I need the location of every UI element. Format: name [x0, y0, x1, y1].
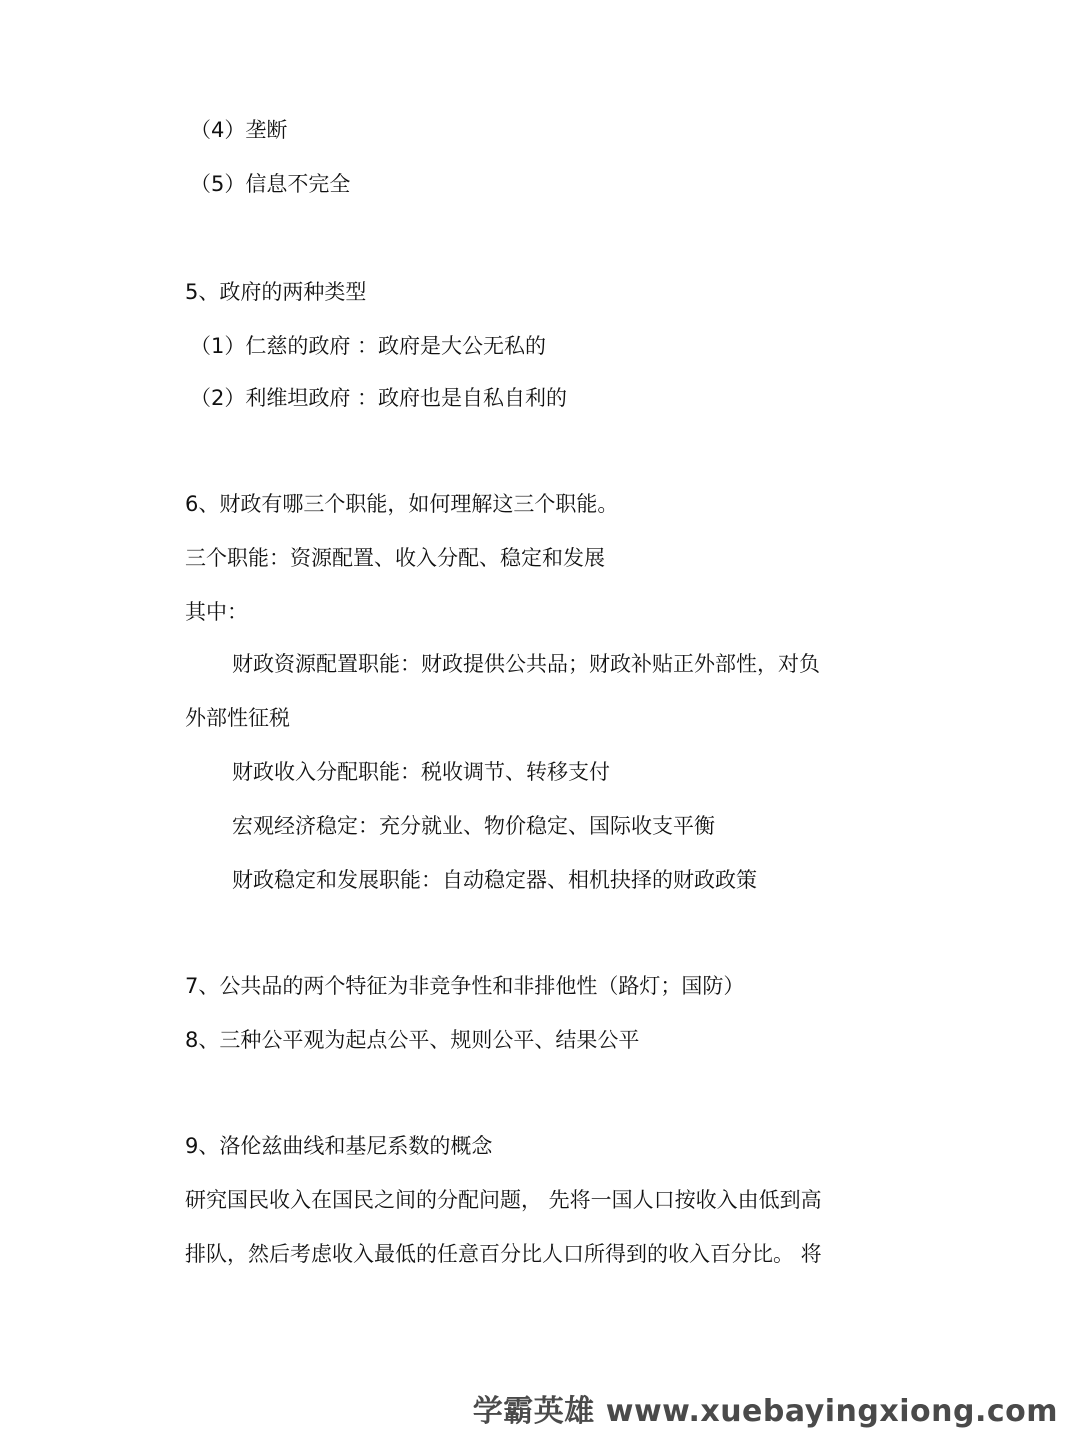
text-line: 三个职能：资源配置、收入分配、稳定和发展: [185, 546, 605, 570]
text-line: 财政收入分配职能：税收调节、转移支付: [232, 760, 610, 784]
text-line: 其中：: [185, 600, 248, 624]
text-line: 宏观经济稳定：充分就业、物价稳定、国际收支平衡: [232, 814, 715, 838]
section-heading: 9、洛伦兹曲线和基尼系数的概念: [185, 1134, 493, 1158]
section-heading: 5、政府的两种类型: [185, 280, 367, 304]
section-heading: 8、三种公平观为起点公平、规则公平、结果公平: [185, 1028, 640, 1052]
watermark: 学霸英雄 www.xuebayingxiong.com: [472, 1394, 1058, 1429]
section-heading: 7、公共品的两个特征为非竞争性和非排他性（路灯；国防）: [185, 974, 745, 998]
text-line: （2）利维坦政府 ：政府也是自私自利的: [190, 386, 568, 410]
section-heading: 6、财政有哪三个职能，如何理解这三个职能。: [185, 492, 619, 516]
text-line: 财政资源配置职能：财政提供公共品；财政补贴正外部性，对负: [232, 652, 820, 676]
text-line: （1）仁慈的政府 ：政府是大公无私的: [190, 334, 547, 358]
text-line: 外部性征税: [185, 706, 290, 730]
text-line: 财政稳定和发展职能：自动稳定器、相机抉择的财政政策: [232, 868, 757, 892]
text-line: 研究国民收入在国民之间的分配问题， 先将一国人口按收入由低到高: [185, 1188, 822, 1212]
text-line: （4）垄断: [190, 118, 288, 142]
text-line: （5）信息不完全: [190, 172, 351, 196]
text-line: 排队，然后考虑收入最低的任意百分比人口所得到的收入百分比。 将: [185, 1242, 822, 1266]
